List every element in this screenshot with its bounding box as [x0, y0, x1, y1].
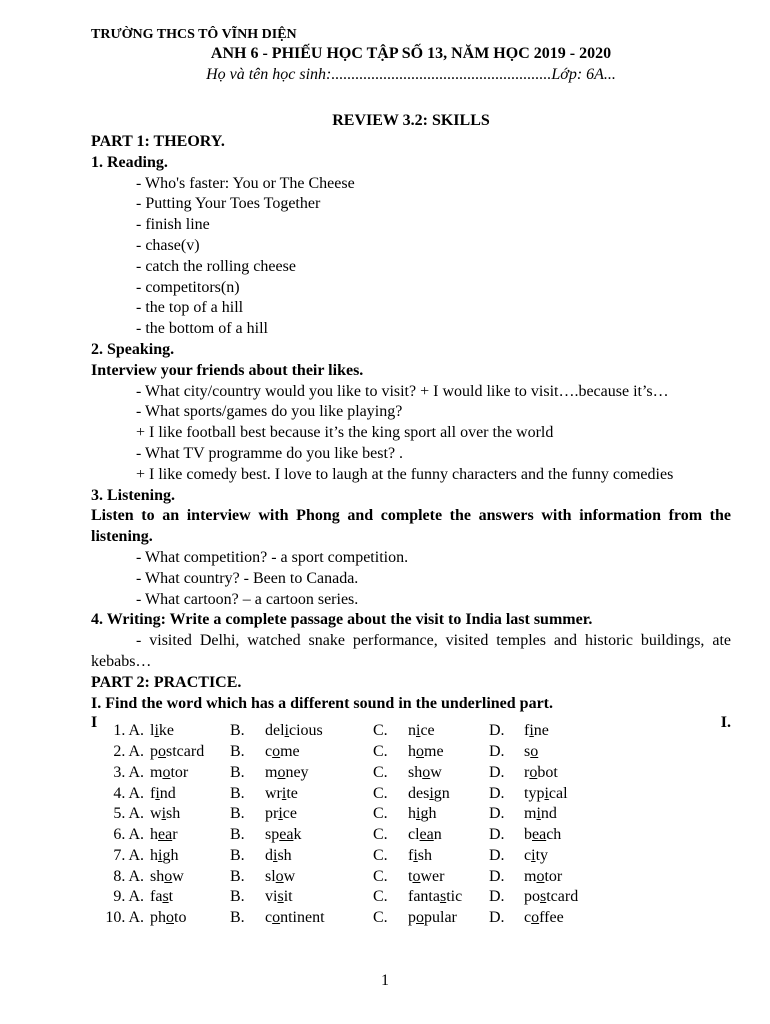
word-part: r — [172, 826, 178, 844]
option-letter: D. — [489, 888, 505, 906]
option-letter: B. — [230, 784, 245, 802]
word-part: k — [293, 826, 302, 844]
word-part: fanta — [408, 888, 440, 906]
question-row — [91, 804, 604, 825]
question-number: 2. A. — [113, 742, 144, 760]
speaking-instruction: Interview your friends about their likes. — [91, 361, 364, 379]
option-word — [150, 867, 230, 888]
underlined-part: o — [529, 763, 538, 781]
underlined-part: i — [536, 805, 541, 823]
underlined-part: o — [530, 742, 539, 760]
underlined-part: o — [272, 909, 281, 927]
underlined-part: s — [540, 888, 547, 906]
option-letter: C. — [373, 805, 388, 823]
option-word — [408, 908, 489, 929]
word-part: ce — [420, 722, 435, 740]
word-part: pular — [424, 909, 457, 927]
option-letter: B. — [230, 722, 245, 740]
word-part: h — [408, 805, 416, 823]
word-part: pr — [265, 805, 279, 823]
word-part: gh — [420, 805, 437, 823]
option-letter: C. — [373, 826, 388, 844]
word-part: vi — [265, 888, 278, 906]
word-part: h — [150, 846, 158, 864]
option-word — [524, 763, 604, 784]
roman-numeral-row — [91, 714, 731, 735]
question-row — [91, 825, 604, 846]
option-letter: C. — [373, 909, 388, 927]
option-word — [265, 825, 373, 846]
underlined-part: i — [281, 784, 287, 802]
word-part: sh — [166, 805, 181, 823]
word-part: ch — [546, 826, 562, 844]
option-letter: B. — [230, 805, 245, 823]
option-word — [150, 908, 230, 929]
writing-text: - visited Delhi, watched snake performance, visited temples and historic buildings, ate kebabs… — [91, 632, 731, 670]
word-part: sh — [150, 867, 165, 885]
underlined-part: i — [158, 846, 163, 864]
word-part: sh — [417, 846, 433, 864]
part1-heading: PART 1: THEORY. — [91, 133, 225, 150]
word-part: fa — [150, 888, 163, 906]
word-part: p — [408, 909, 416, 927]
word-part: stcard — [166, 742, 205, 760]
underlined-part: i — [155, 784, 160, 802]
question-number: 4. A. — [113, 784, 144, 802]
option-letter: B. — [230, 909, 245, 927]
word-part: bot — [537, 763, 558, 781]
word-part: n — [433, 826, 442, 844]
word-part: f — [150, 784, 156, 802]
underlined-part: o — [416, 909, 424, 927]
word-part: f — [524, 722, 530, 740]
option-letter: C. — [373, 846, 388, 864]
underlined-part: i — [416, 805, 421, 823]
word-part: w — [430, 763, 442, 781]
option-word — [150, 763, 230, 784]
school-name: TRƯỜNG THCS TÔ VĨNH DIỆN — [91, 27, 297, 42]
option-word — [265, 742, 373, 763]
underlined-part: o — [164, 867, 173, 885]
option-letter: D. — [489, 909, 505, 927]
underlined-part: i — [273, 846, 278, 864]
option-letter: B. — [230, 846, 245, 864]
option-letter: C. — [373, 722, 388, 740]
question-number: 7. A. — [113, 846, 144, 864]
option-word — [265, 804, 373, 825]
option-word — [150, 784, 230, 805]
word-part: t — [408, 867, 413, 885]
underlined-part: i — [413, 846, 418, 864]
word-part: m — [265, 763, 278, 781]
reading-list — [91, 174, 731, 340]
word-part: ty — [535, 846, 549, 864]
worksheet-title: ANH 6 - PHIẾU HỌC TẬP SỐ 13, NĂM HỌC 2019 - 2020 — [210, 45, 612, 62]
word-part: d — [265, 846, 273, 864]
listening-item: - What cartoon? – a cartoon series. — [136, 590, 359, 608]
word-part: cl — [408, 826, 420, 844]
question-row — [91, 784, 604, 805]
option-word — [408, 742, 489, 763]
word-part: c — [524, 909, 532, 927]
word-part: m — [524, 805, 537, 823]
question-row — [91, 763, 604, 784]
option-word — [524, 887, 604, 908]
underlined-part: ea — [279, 826, 294, 844]
word-part: it — [283, 888, 293, 906]
question-number: 10. A. — [105, 909, 144, 927]
word-part: s — [524, 742, 531, 760]
word-part: nd — [540, 805, 557, 823]
option-word — [524, 825, 604, 846]
word-part: to — [174, 909, 187, 927]
listening-heading: 3. Listening. — [91, 486, 176, 504]
word-part: h — [150, 826, 158, 844]
option-letter: C. — [373, 867, 388, 885]
word-part: tic — [446, 888, 463, 906]
option-word — [408, 804, 489, 825]
word-part: c — [265, 742, 273, 760]
word-part: c — [265, 909, 273, 927]
option-letter: B. — [230, 826, 245, 844]
word-part: sl — [265, 867, 276, 885]
word-part: wer — [420, 867, 445, 885]
listening-item: - What competition? - a sport competition. — [136, 548, 409, 566]
word-part: me — [424, 742, 444, 760]
underlined-part: i — [544, 784, 549, 802]
word-part: ffee — [539, 909, 564, 927]
option-letter: D. — [489, 722, 505, 740]
word-part: ntinent — [280, 909, 325, 927]
option-word — [524, 908, 604, 929]
option-letter: D. — [489, 826, 505, 844]
word-part: sh — [408, 763, 423, 781]
word-part: tor — [170, 763, 189, 781]
word-part: t — [168, 888, 174, 906]
option-word — [524, 804, 604, 825]
word-part: ce — [282, 805, 297, 823]
option-word — [265, 784, 373, 805]
word-part: ke — [158, 722, 175, 740]
option-word — [524, 867, 604, 888]
question-number: 9. A. — [113, 888, 144, 906]
question-row — [91, 908, 604, 929]
word-part: po — [524, 888, 540, 906]
option-letter: B. — [230, 867, 245, 885]
underlined-part: o — [275, 867, 284, 885]
option-word — [265, 887, 373, 908]
option-letter: C. — [373, 784, 388, 802]
underlined-part: o — [416, 742, 424, 760]
underlined-part: ea — [158, 826, 173, 844]
reading-item: - Putting Your Toes Together — [136, 195, 321, 213]
option-word — [265, 867, 373, 888]
word-part: w — [172, 867, 184, 885]
option-letter: C. — [373, 763, 388, 781]
word-part: del — [265, 722, 285, 740]
listening-list — [91, 548, 731, 610]
option-letter: D. — [489, 742, 505, 760]
review-title: REVIEW 3.2: SKILLS — [332, 112, 490, 129]
word-part: b — [524, 826, 532, 844]
option-word — [265, 846, 373, 867]
word-part: l — [150, 722, 155, 740]
word-part: tcard — [546, 888, 579, 906]
underlined-part: o — [272, 742, 281, 760]
option-word — [150, 742, 230, 763]
option-letter: D. — [489, 784, 505, 802]
pronunciation-table — [91, 721, 604, 929]
underlined-part: i — [161, 805, 167, 823]
word-part: w — [150, 805, 162, 823]
underlined-part: o — [158, 742, 166, 760]
option-word — [150, 887, 230, 908]
option-letter: C. — [373, 742, 388, 760]
option-word — [408, 867, 489, 888]
option-word — [265, 763, 373, 784]
part2-heading: PART 2: PRACTICE. — [91, 673, 242, 691]
option-word — [150, 825, 230, 846]
underlined-part: o — [422, 763, 431, 781]
speaking-item: - What TV programme do you like best? . — [136, 444, 404, 462]
word-part: gh — [162, 846, 179, 864]
underlined-part: o — [531, 909, 540, 927]
word-part: sp — [265, 826, 280, 844]
word-part: ph — [150, 909, 166, 927]
option-word — [524, 846, 604, 867]
underlined-part: ea — [532, 826, 547, 844]
reading-item: - Who's faster: You or The Cheese — [136, 174, 355, 192]
speaking-item: - What sports/games do you like playing? — [136, 403, 403, 421]
option-word — [408, 784, 489, 805]
word-part: me — [280, 742, 300, 760]
question-number: 8. A. — [113, 867, 144, 885]
underlined-part: i — [154, 722, 159, 740]
option-word — [524, 742, 604, 763]
underlined-part: i — [529, 722, 534, 740]
option-word — [265, 908, 373, 929]
word-part: ne — [533, 722, 549, 740]
underlined-part: i — [416, 722, 421, 740]
word-part: sh — [277, 846, 292, 864]
reading-item: - chase(v) — [136, 236, 200, 254]
underlined-part: i — [531, 846, 536, 864]
writing-heading: 4. Writing: Write a complete passage about the visit to India last summer. — [91, 611, 593, 629]
question-row — [91, 846, 604, 867]
underlined-part: o — [412, 867, 421, 885]
reading-item: - competitors(n) — [136, 278, 240, 296]
underlined-part: s — [439, 888, 447, 906]
underlined-part: o — [162, 763, 171, 781]
word-part: des — [408, 784, 430, 802]
word-part: nd — [159, 784, 176, 802]
underlined-part: s — [162, 888, 169, 906]
question-number: 3. A. — [113, 763, 144, 781]
option-letter: D. — [489, 763, 505, 781]
option-letter: C. — [373, 888, 388, 906]
question-row — [91, 742, 604, 763]
question-number: 6. A. — [113, 826, 144, 844]
reading-item: - the bottom of a hill — [136, 320, 268, 338]
word-part: f — [408, 846, 414, 864]
word-part: r — [524, 763, 530, 781]
word-part: wr — [265, 784, 282, 802]
word-part: m — [524, 867, 537, 885]
word-part: tor — [544, 867, 563, 885]
word-part: w — [283, 867, 296, 885]
option-letter: B. — [230, 888, 245, 906]
option-letter: B. — [230, 742, 245, 760]
speaking-item: - What city/country would you like to visit? + I would like to visit….because it’s… — [136, 382, 669, 400]
word-part: m — [150, 763, 163, 781]
word-part: n — [408, 722, 416, 740]
option-word — [150, 804, 230, 825]
underlined-part: o — [536, 867, 545, 885]
option-letter: B. — [230, 763, 245, 781]
student-info-line: Họ và tên học sinh:.......................................................Lớp: 6A... — [206, 66, 616, 83]
roman-right: I. — [720, 714, 731, 732]
option-letter: D. — [489, 805, 505, 823]
question-number: 5. A. — [113, 805, 144, 823]
underlined-part: i — [278, 805, 283, 823]
reading-item: - finish line — [136, 216, 210, 234]
word-part: gn — [433, 784, 450, 802]
page-number: 1 — [381, 972, 389, 989]
listening-instruction: Listen to an interview with Phong and complete the answers with information from the listening. — [91, 507, 731, 546]
word-part: h — [408, 742, 416, 760]
underlined-part: o — [166, 909, 174, 927]
speaking-item: + I like football best because it’s the king sport all over the world — [136, 424, 554, 442]
exercise-title: I. Find the word which has a different sound in the underlined part. — [91, 694, 553, 712]
reading-heading: 1. Reading. — [91, 153, 168, 171]
speaking-item: + I like comedy best. I love to laugh at the funny characters and the funny comedies — [136, 465, 674, 483]
underlined-part: i — [284, 722, 289, 740]
speaking-list — [91, 382, 731, 486]
roman-left: I — [91, 714, 98, 732]
underlined-part: s — [277, 888, 284, 906]
option-word — [408, 763, 489, 784]
speaking-heading: 2. Speaking. — [91, 340, 175, 358]
option-word — [408, 825, 489, 846]
option-word — [408, 846, 489, 867]
listening-item: - What country? - Been to Canada. — [136, 569, 359, 587]
document-page — [91, 26, 731, 929]
question-row — [91, 867, 604, 888]
underlined-part: o — [277, 763, 286, 781]
word-part: c — [524, 846, 532, 864]
word-part: ney — [285, 763, 309, 781]
option-letter: D. — [489, 846, 505, 864]
word-part: p — [150, 742, 158, 760]
word-part: typ — [524, 784, 545, 802]
reading-item: - the top of a hill — [136, 299, 244, 317]
option-word — [408, 887, 489, 908]
underlined-part: i — [429, 784, 434, 802]
word-part: cal — [548, 784, 568, 802]
question-number: 1. A. — [113, 722, 144, 740]
option-letter: D. — [489, 867, 505, 885]
word-part: te — [286, 784, 298, 802]
underlined-part: ea — [419, 826, 434, 844]
question-row — [91, 887, 604, 908]
option-word — [150, 846, 230, 867]
option-word — [524, 784, 604, 805]
reading-item: - catch the rolling cheese — [136, 257, 296, 275]
word-part: cious — [289, 722, 323, 740]
